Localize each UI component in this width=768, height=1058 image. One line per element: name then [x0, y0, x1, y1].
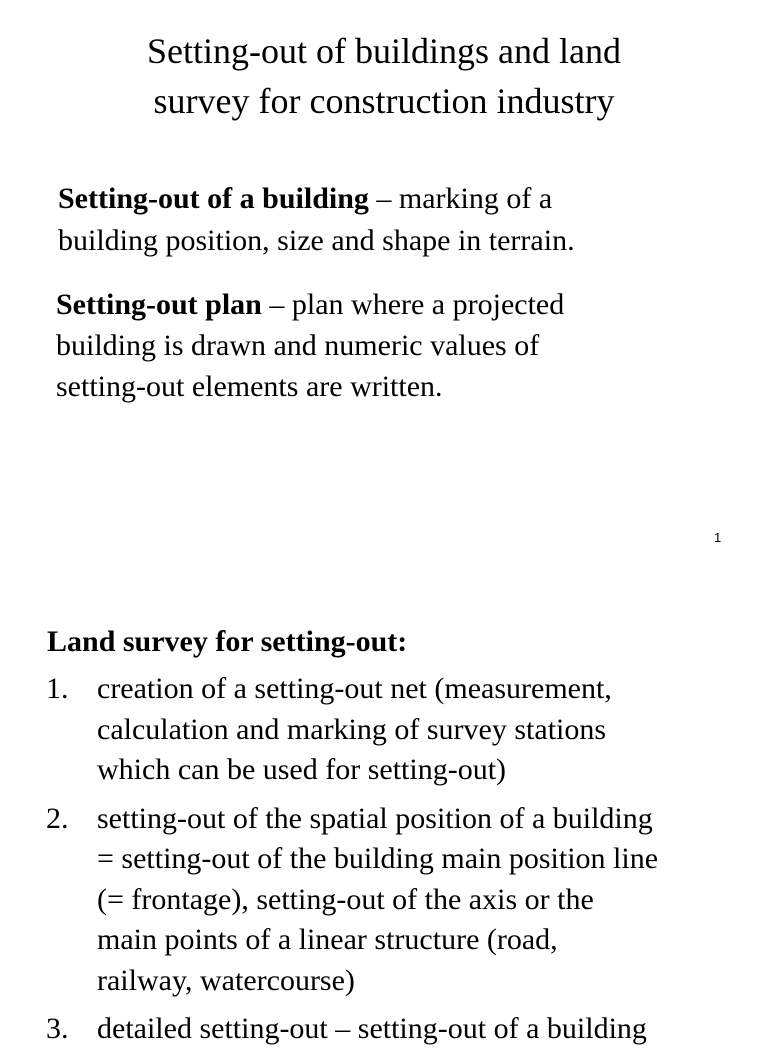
list-item	[0, 1009, 768, 1050]
list-item-number: 3.	[46, 1012, 69, 1045]
title-line-1: Setting-out of buildings and land	[147, 31, 621, 71]
definition-term: Setting-out plan	[56, 288, 262, 321]
definition-term: Setting-out of a building	[58, 182, 369, 215]
list-item-line: = setting-out of the building main position line	[97, 842, 659, 875]
definition-text-line-3: setting-out elements are written.	[56, 370, 443, 403]
page-number: 1	[714, 530, 722, 545]
slide-2	[0, 574, 768, 1045]
list-item-text	[97, 1009, 757, 1050]
list-item-line: detailed setting-out – setting-out of a building	[97, 1012, 647, 1045]
list-item-text	[97, 669, 757, 791]
definition-text-line-1: – marking of a	[368, 182, 553, 215]
list-item-line: setting-out of the spatial position of a building	[97, 801, 653, 835]
definition-text-line-1: – plan where a projected	[261, 288, 565, 321]
list-item-line: (= frontage), setting-out of the axis or the	[97, 882, 594, 916]
definition-text-line-2: building is drawn and numeric values of	[56, 329, 540, 362]
list-item-line: main points of a linear structure (road,	[97, 923, 558, 956]
definition-text-line-2: building position, size and shape in terrain.	[58, 224, 575, 257]
definition-setting-out-building	[58, 178, 738, 262]
section-heading: Land survey for setting-out:	[47, 625, 408, 658]
page-title	[0, 26, 768, 126]
title-line-2: survey for construction industry	[153, 81, 615, 121]
setting-out-steps-list	[0, 669, 768, 1058]
list-item-line: creation of a setting-out net (measurement,	[97, 672, 612, 705]
list-item-text	[97, 799, 757, 1002]
list-item-number: 2.	[46, 801, 69, 835]
list-item	[0, 799, 768, 1002]
definition-setting-out-plan	[56, 284, 736, 407]
list-item-line: which can be used for setting-out)	[97, 753, 507, 786]
list-item-line: calculation and marking of survey stations	[97, 712, 607, 746]
list-item-number: 1.	[46, 672, 69, 705]
list-item-line: railway, watercourse)	[97, 963, 355, 997]
list-item	[0, 669, 768, 791]
